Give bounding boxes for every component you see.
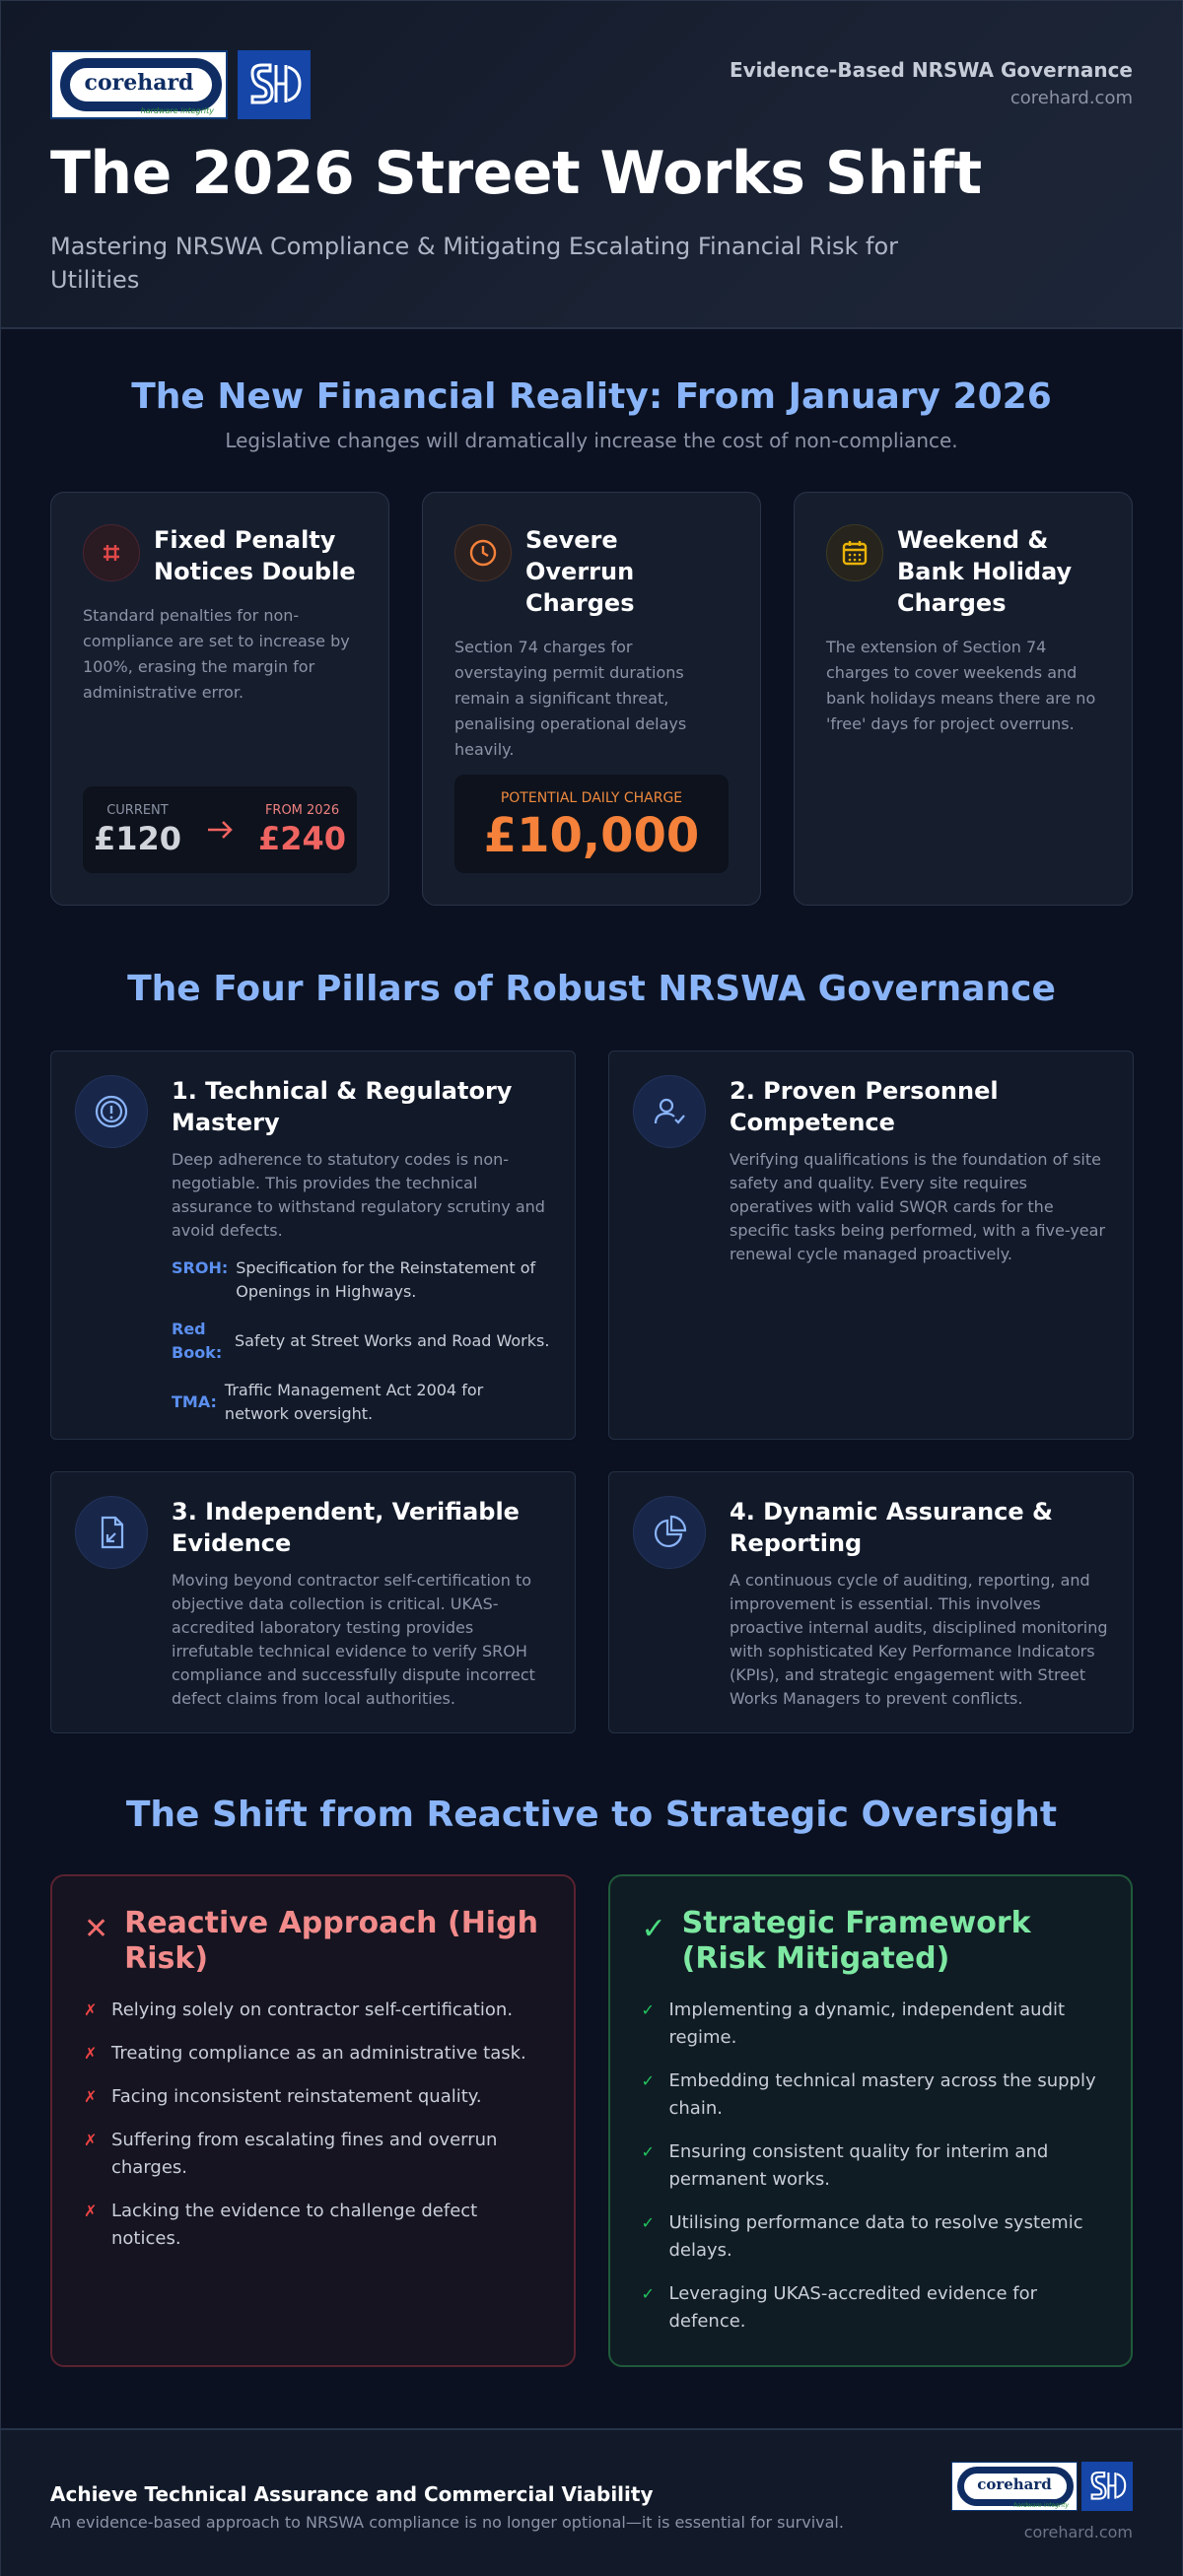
footer-logo-group (951, 2462, 1133, 2511)
list-item (84, 1997, 542, 2024)
list-item (84, 2040, 542, 2068)
financial-subtitle: Legislative changes will dramatically increase the cost of non-compliance. (225, 429, 958, 452)
reactive-title: Reactive Approach (High Risk) (124, 1906, 538, 1976)
pillar-title: 4. Dynamic Assurance & Reporting (730, 1498, 1053, 1557)
penalty-card-desc: Standard penalties for non-compliance are set to increase by 100%, erasing the margin for administrative error. (83, 606, 350, 702)
page-subtitle: Mastering NRSWA Compliance & Mitigating Escalating Financial Risk for Utilities (50, 233, 899, 294)
pie-chart-icon (633, 1496, 706, 1569)
strategic-title: Strategic Framework (Risk Mitigated) (681, 1906, 1031, 1976)
penalty-comparison (83, 786, 357, 873)
pillar-title: 3. Independent, Verifiable Evidence (172, 1498, 520, 1557)
list-item (642, 1997, 1100, 2052)
weekend-card-title: Weekend & Bank Holiday Charges (897, 526, 1073, 617)
standard-key: TMA: (172, 1392, 217, 1411)
standard-key: SROH: (172, 1258, 229, 1277)
logo-wordmark: corehard (84, 70, 194, 96)
overrun-card (422, 492, 761, 906)
pillar-desc: A continuous cycle of auditing, reporting, and improvement is essential. This involves proactive internal audits, disciplined monitoring with sophisticated Key Performance Indicators (KPIs), and strategic engagement with Street Works Managers to prevent conflicts. (730, 1571, 1108, 1708)
future-penalty-label: FROM 2026 (264, 802, 340, 818)
shd-monogram-icon (1086, 2467, 1128, 2506)
check-icon: ✓ (641, 2142, 655, 2161)
list-item (84, 2198, 542, 2253)
shift-comparison (1, 1874, 1182, 2367)
check-icon: ✓ (641, 2213, 655, 2232)
footer (1, 2428, 1182, 2576)
footer-site-link[interactable]: corehard.com (1023, 2523, 1133, 2542)
standard-key: Red Book: (172, 1320, 223, 1362)
logo-tagline: hardware integrity (1013, 2502, 1069, 2509)
list-item-text: Embedding technical mastery across the supply chain. (668, 2070, 1096, 2119)
clock-icon (454, 524, 512, 581)
corehard-logo (50, 50, 228, 119)
pillar-personnel-competence (608, 1051, 1134, 1440)
list-item (642, 2280, 1100, 2336)
footer-subtitle: An evidence-based approach to NRSWA compliance is no longer optional—it is essential for survival. (50, 2513, 844, 2532)
pillar-desc: Deep adherence to statutory codes is non-negotiable. This provides the technical assurance to withstand regulatory scrutiny and avoid defects. (172, 1150, 545, 1240)
penalty-card-title: Fixed Penalty Notices Double (154, 526, 356, 585)
logo-wordmark: corehard (977, 2475, 1052, 2493)
penalty-icon (83, 524, 140, 581)
overrun-card-desc: Section 74 charges for overstaying permit durations remain a significant threat, penalising operational delays heavily. (454, 638, 687, 759)
list-item-text: Suffering from escalating fines and overrun charges. (111, 2130, 498, 2178)
weekend-card-desc: The extension of Section 74 charges to cover weekends and bank holidays means there are no 'free' days for project overruns. (826, 638, 1096, 733)
pillar-desc: Moving beyond contractor self-certification to objective data collection is critical. UKAS-accredited laboratory testing provides irrefutable technical evidence to verify SROH compliance and successfully dispute incorrect defect claims from local authorities. (172, 1571, 535, 1708)
pillars-section (1, 906, 1182, 1733)
shd-logo (1081, 2462, 1133, 2511)
list-item (642, 2209, 1100, 2265)
header (1, 1, 1182, 329)
standard-value: Traffic Management Act 2004 for network oversight. (224, 1381, 484, 1423)
x-mark-icon: ✕ (84, 1912, 109, 1946)
footer-title: Achieve Technical Assurance and Commercial Viability (50, 2482, 654, 2506)
logo-tagline: hardware integrity (140, 106, 214, 115)
header-site-link[interactable]: corehard.com (1009, 88, 1133, 108)
pillars-grid (1, 1051, 1182, 1733)
shd-monogram-icon (244, 57, 304, 112)
list-item (642, 2138, 1100, 2194)
cross-icon: ✗ (84, 2131, 98, 2149)
pillar-desc: Verifying qualifications is the foundation of site safety and quality. Every site requires operatives with valid SWQR cards for the specific tasks being performed, with a five-year renewal cycle managed proactively. (730, 1150, 1106, 1263)
pillar-dynamic-assurance (608, 1471, 1134, 1733)
standard-value: Safety at Street Works and Road Works. (235, 1331, 550, 1350)
cross-icon: ✗ (84, 2000, 98, 2019)
compliance-badge-icon (75, 1075, 148, 1148)
list-item (84, 2127, 542, 2182)
check-icon: ✓ (641, 2000, 655, 2019)
pillar-title: 2. Proven Personnel Competence (730, 1077, 999, 1136)
standard-red-book (172, 1318, 551, 1365)
reactive-approach-card (50, 1874, 576, 2367)
corehard-logo (951, 2462, 1078, 2511)
shift-section (1, 1733, 1182, 2367)
current-penalty-value: £120 (93, 819, 181, 857)
shd-logo (238, 50, 311, 119)
list-item-text: Relying solely on contractor self-certification. (111, 2000, 514, 2020)
user-check-icon (633, 1075, 706, 1148)
future-penalty-value: £240 (258, 819, 347, 857)
pillar-technical-mastery (50, 1051, 576, 1440)
list-item-text: Leveraging UKAS-accredited evidence for defence. (668, 2283, 1038, 2332)
list-item-text: Facing inconsistent reinstatement quality. (111, 2086, 482, 2107)
check-mark-icon: ✓ (641, 1912, 666, 1946)
header-meta (730, 58, 1133, 108)
list-item-text: Implementing a dynamic, independent audit regime. (668, 2000, 1066, 2048)
pillar-verifiable-evidence (50, 1471, 576, 1733)
standard-tma (172, 1379, 551, 1426)
penalty-card (50, 492, 389, 906)
daily-charge-box (454, 775, 729, 873)
cross-icon: ✗ (84, 2044, 98, 2063)
header-tagline: Evidence-Based NRSWA Governance (729, 58, 1133, 82)
check-icon: ✓ (641, 2284, 655, 2303)
shift-title: The Shift from Reactive to Strategic Oversight (125, 1795, 1058, 1835)
reactive-list (84, 1997, 542, 2253)
pillars-title: The Four Pillars of Robust NRSWA Governance (127, 969, 1056, 1009)
list-item-text: Treating compliance as an administrative task. (111, 2043, 526, 2064)
standard-value: Specification for the Reinstatement of Openings in Highways. (236, 1258, 536, 1301)
financial-title: The New Financial Reality: From January 2026 (131, 376, 1052, 417)
financial-section (1, 329, 1182, 906)
arrow-right-icon (205, 818, 235, 842)
current-penalty-label: CURRENT (106, 802, 169, 818)
cross-icon: ✗ (84, 2202, 98, 2220)
page-title: The 2026 Street Works Shift (50, 139, 982, 208)
strategic-framework-card (608, 1874, 1134, 2367)
calendar-icon (826, 524, 883, 581)
daily-charge-label: POTENTIAL DAILY CHARGE (500, 790, 683, 806)
cross-icon: ✗ (84, 2087, 98, 2106)
strategic-list (642, 1997, 1100, 2336)
standard-sroh (172, 1256, 551, 1304)
list-item-text: Utilising performance data to resolve systemic delays. (668, 2212, 1083, 2261)
pillar-title: 1. Technical & Regulatory Mastery (172, 1077, 513, 1136)
list-item (642, 2068, 1100, 2123)
check-icon: ✓ (641, 2071, 655, 2090)
daily-charge-value: £10,000 (483, 808, 700, 863)
list-item-text: Ensuring consistent quality for interim and permanent works. (668, 2141, 1049, 2190)
financial-cards (1, 492, 1182, 906)
list-item-text: Lacking the evidence to challenge defect notices. (111, 2201, 478, 2249)
list-item (84, 2083, 542, 2111)
weekend-card (794, 492, 1133, 906)
signed-document-icon (75, 1496, 148, 1569)
overrun-card-title: Severe Overrun Charges (525, 526, 635, 617)
